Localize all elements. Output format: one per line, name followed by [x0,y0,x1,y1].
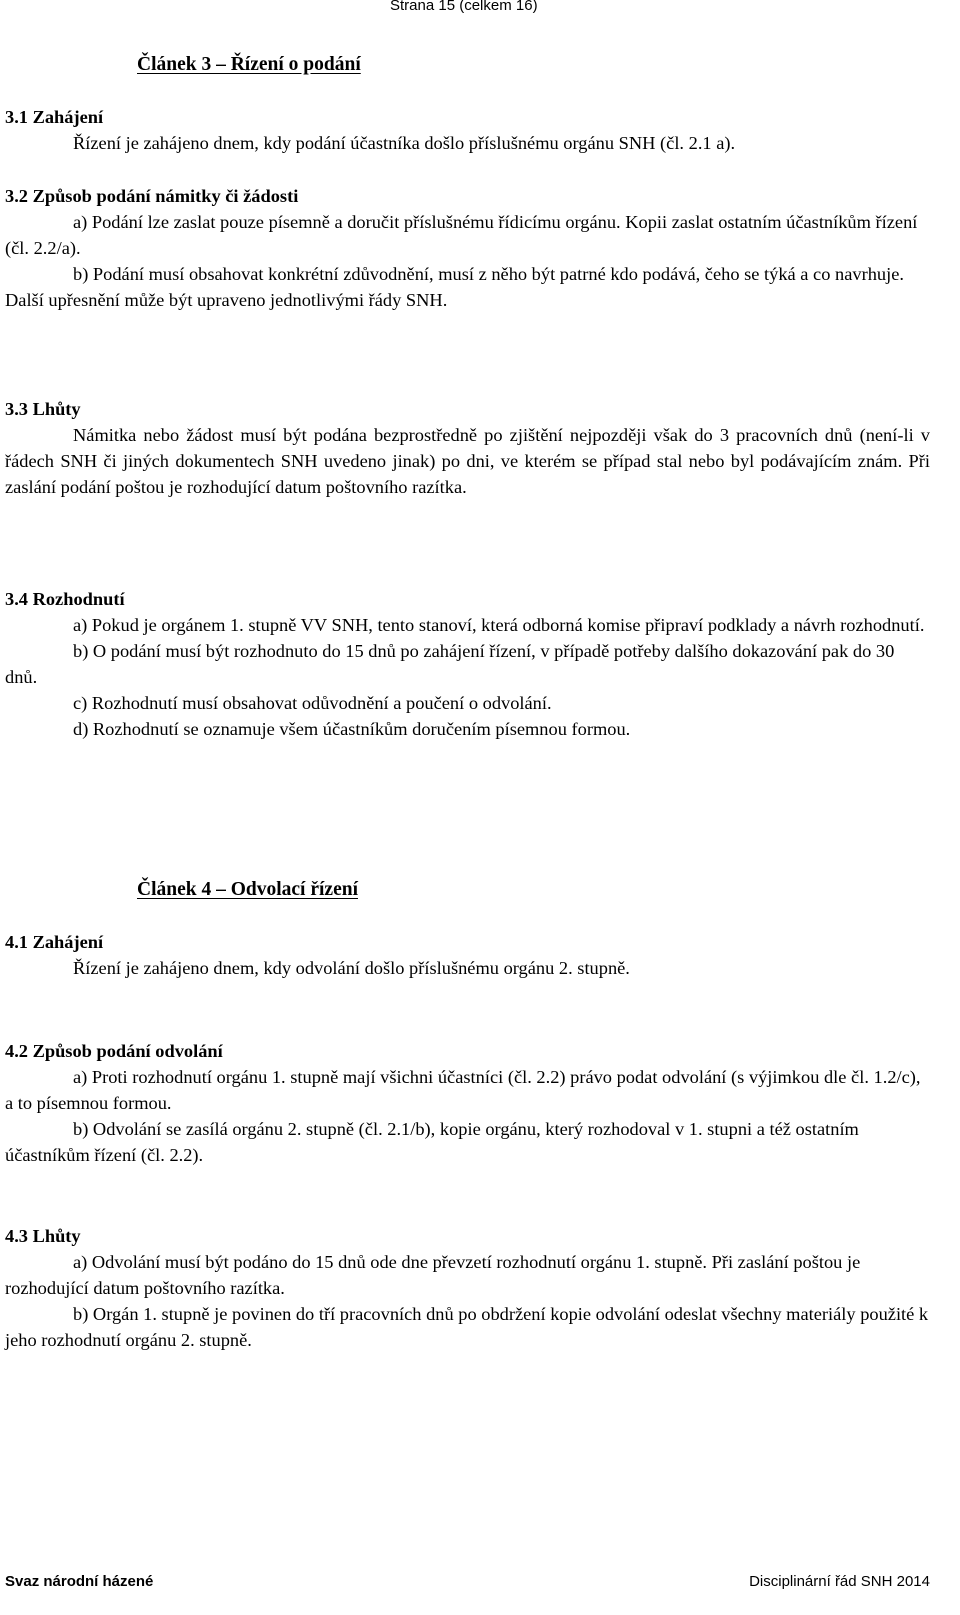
section-3-4-para-c: c) Rozhodnutí musí obsahovat odůvodnění a poučení o odvolání. [73,693,552,713]
section-4-1-text: Řízení je zahájeno dnem, kdy odvolání došlo příslušnému orgánu 2. stupně. [73,958,630,978]
section-4-3-para-b: b) Orgán 1. stupně je povinen do tří pracovních dnů po obdržení kopie odvolání odeslat všechny materiály použité k jeho rozhodnutí orgánu 2. stupně. [5,1304,929,1350]
section-3-3-text: Námitka nebo žádost musí být podána bezprostředně po zjištění nejpozději však do 3 pracovních dnů (není-li v řádech SNH či jiných dokumentech SNH uvedeno jinak) po dni, ve kterém se případ stal nebo byl podávajícím znám. Při zaslání podání poštou je rozhodující datum poštovního razítka. [5,425,930,497]
page-number: Strana 15 (celkem 16) [390,0,538,14]
section-3-4-para-b: b) O podání musí být rozhodnuto do 15 dnů po zahájení řízení, v případě potřeby dalšího dokazování pak do 30 dnů. [5,641,895,687]
section-4-2-para-a: a) Proti rozhodnutí orgánu 1. stupně mají všichni účastníci (čl. 2.2) právo podat odvolání (s výjimkou dle čl. 1.2/c), a to písemnou formou. [5,1067,921,1113]
article-4-title: Článek 4 – Odvolací řízení [137,879,358,900]
section-3-4-para-a: a) Pokud je orgánem 1. stupně VV SNH, tento stanoví, která odborná komise připraví podklady a návrh rozhodnutí. [73,615,925,635]
section-3-3-title: 3.3 Lhůty [5,399,81,419]
section-4-1-title: 4.1 Zahájení [5,932,104,952]
section-4-3-title: 4.3 Lhůty [5,1226,81,1246]
section-3-1-text: Řízení je zahájeno dnem, kdy podání účastníka došlo příslušnému orgánu SNH (čl. 2.1 a). [73,133,736,153]
footer-organization: Svaz národní házené [5,1573,154,1590]
section-3-1 [5,104,930,156]
section-3-4-title: 3.4 Rozhodnutí [5,589,125,609]
section-3-1-title: 3.1 Zahájení [5,107,104,127]
section-3-2-para-b: b) Podání musí obsahovat konkrétní zdůvodnění, musí z něho být patrné kdo podává, čeho se týká a co navrhuje. Další upřesnění může být upraveno jednotlivými řády SNH. [5,264,904,310]
section-3-2-para-a: a) Podání lze zaslat pouze písemně a doručit příslušnému řídicímu orgánu. Kopii zaslat ostatním účastníkům řízení (čl. 2.2/a). [5,212,918,258]
section-3-3 [5,396,930,500]
article-3-title: Článek 3 – Řízení o podání [137,54,361,75]
section-4-2-title: 4.2 Způsob podání odvolání [5,1041,223,1061]
section-4-2 [5,1038,930,1168]
section-3-4-para-d: d) Rozhodnutí se oznamuje všem účastníkům doručením písemnou formou. [73,719,631,739]
section-3-2-title: 3.2 Způsob podání námitky či žádosti [5,186,299,206]
section-4-3-para-a: a) Odvolání musí být podáno do 15 dnů ode dne převzetí rozhodnutí orgánu 1. stupně. Při zaslání poštou je rozhodující datum poštovního razítka. [5,1252,861,1298]
section-3-2 [5,183,930,313]
footer-document-title: Disciplinární řád SNH 2014 [749,1573,930,1590]
section-4-2-para-b: b) Odvolání se zasílá orgánu 2. stupně (čl. 2.1/b), kopie orgánu, který rozhodoval v 1. stupni a též ostatním účastníkům řízení (čl. 2.2). [5,1119,859,1165]
section-4-1 [5,929,930,981]
section-3-4 [5,586,930,742]
section-4-3 [5,1223,930,1353]
